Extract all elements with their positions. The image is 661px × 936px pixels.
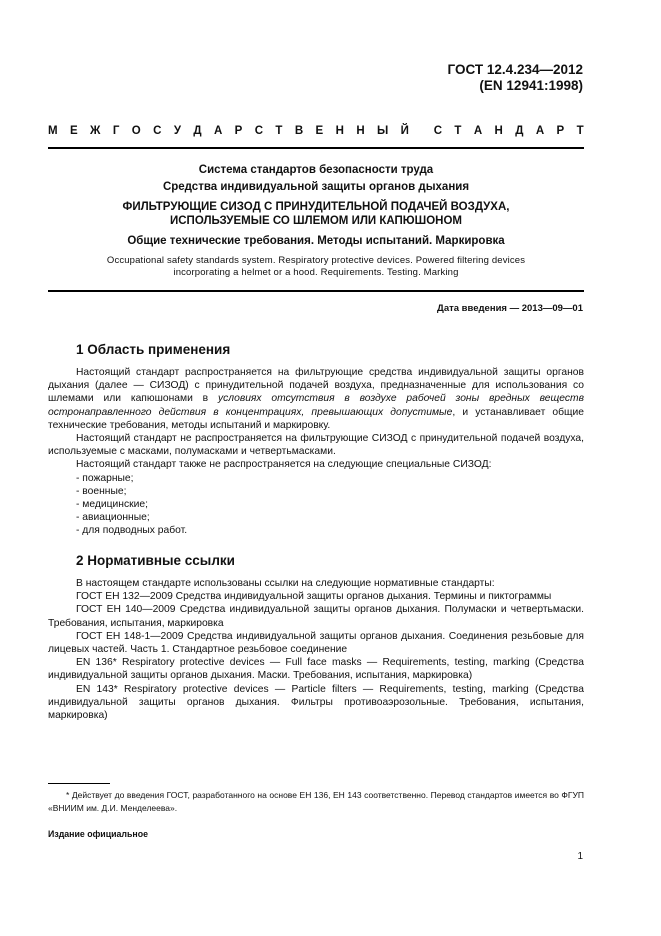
banner-letter: Д — [193, 125, 202, 137]
interstate-standard-banner — [48, 125, 584, 137]
banner-letter: Т — [576, 125, 584, 137]
banner-letter: А — [473, 125, 483, 137]
banner-letter: С — [433, 125, 443, 137]
banner-letter: С — [254, 125, 264, 137]
reference-item: ГОСТ ЕН 132—2009 Средства индивидуальной защиты органов дыхания. Термины и пиктограммы — [76, 591, 552, 603]
banner-letter: Р — [556, 125, 565, 137]
edition-label: Издание официальное — [48, 829, 148, 839]
banner-letter: В — [294, 125, 304, 137]
banner-letter: Г — [112, 125, 120, 137]
banner-letter: М — [48, 125, 58, 137]
reference-item: ГОСТ ЕН 148-1—2009 Средства индивидуальной защиты органов дыхания. Соединения резьбовые для лицевых частей. Часть 1. Стандартное резьбовое соединение — [48, 630, 584, 656]
special-exclusion-paragraph: Настоящий стандарт также не распространяется на следующие специальные СИЗОД: — [76, 459, 492, 471]
banner-letter: О — [131, 125, 141, 137]
banner-letter: Т — [275, 125, 283, 137]
banner-letter: Н — [335, 125, 344, 137]
main-title — [48, 200, 584, 228]
subtitle: Общие технические требования. Методы испытаний. Маркировка — [127, 235, 505, 247]
references-intro: В настоящем стандарте использованы ссылки на следующие нормативные стандарты: — [76, 578, 495, 589]
list-item: - медицинские; — [76, 499, 148, 511]
english-title-line2: incorporating a helmet or a hood. Requirements. Testing. Marking — [173, 267, 459, 278]
section-1-heading: 1 Область применения — [76, 342, 231, 357]
scope-paragraph — [48, 366, 584, 432]
english-title — [48, 255, 584, 279]
standard-designation — [448, 62, 583, 94]
banner-letter: У — [173, 125, 181, 137]
section-2-body — [48, 577, 584, 722]
list-item: - военные; — [76, 485, 127, 497]
reference-item: EN 136* Respiratory protective devices — Full face masks — Requirements, testing, marking (Средства индивидуальной защиты органов дыхания. Маски. Требования, испытания, маркировка) — [48, 657, 584, 682]
banner-letter: Д — [515, 125, 524, 137]
banner-letter: Й — [400, 125, 409, 137]
title-series: Система стандартов безопасности труда — [198, 164, 434, 176]
section-2-heading: 2 Нормативные ссылки — [76, 553, 235, 568]
banner-letter: Ж — [90, 125, 101, 137]
title-block — [48, 162, 584, 196]
banner-letter: Е — [69, 125, 78, 137]
top-rule — [48, 147, 584, 149]
title-rule — [48, 290, 584, 292]
exclusion-paragraph: Настоящий стандарт не распространяется на фильтрующие СИЗОД с принудительной подачей воздуха, используемые с масками, полумасками и четвертьмасками. — [48, 433, 584, 458]
reference-item: ГОСТ ЕН 140—2009 Средства индивидуальной защиты органов дыхания. Полумаски и четвертьмаски. Требования, испытания, маркировка — [48, 604, 584, 629]
banner-letter: Н — [356, 125, 365, 137]
footnote-text: * Действует до введения ГОСТ, разработанного на основе ЕН 136, ЕН 143 соответственно. Перевод стандартов имеется во ФГУП «ВНИИМ им. Д.И. Менделеева». — [48, 790, 584, 813]
main-title-line2: ИСПОЛЬЗУЕМЫЕ СО ШЛЕМОМ ИЛИ КАПЮШОНОМ — [169, 215, 462, 227]
banner-letter: Н — [494, 125, 503, 137]
page-number: 1 — [577, 851, 583, 862]
scope-text-end: , и устанавливает общие технические требования, методы испытаний и маркировку. — [48, 406, 584, 431]
list-item: - пожарные; — [76, 472, 134, 484]
scope-conditions: условиях отсутствия в воздухе рабочей зоны вредных веществ остронаправленного действия в концентрациях, превышающих допустимые — [48, 393, 584, 418]
standard-equivalent: (EN 12941:1998) — [479, 78, 583, 93]
banner-letter: Е — [315, 125, 324, 137]
banner-letter: А — [213, 125, 223, 137]
main-title-line1: ФИЛЬТРУЮЩИЕ СИЗОД С ПРИНУДИТЕЛЬНОЙ ПОДАЧЕЙ ВОЗДУХА, — [122, 201, 510, 213]
reference-item: EN 143* Respiratory protective devices — Particle filters — Requirements, testing, marking (Средства индивидуальной защиты органов дыхания. Фильтры противоаэрозольные. Требования, испытания, маркировка) — [48, 683, 584, 722]
english-title-line1: Occupational safety standards system. Respiratory protective devices. Powered filtering devices — [106, 255, 526, 266]
list-item: - для подводных работ. — [76, 525, 188, 537]
list-item: - авиационные; — [76, 512, 150, 524]
title-group: Средства индивидуальной защиты органов дыхания — [162, 181, 470, 193]
scope-text: Настоящий стандарт распространяется на фильтрующие средства индивидуальной защиты органов дыхания (далее — СИЗОД) с принудительной подачей воздуха, предназначенные для использования со шлемами или капюшонами в — [48, 367, 584, 405]
banner-letter: С — [153, 125, 162, 137]
banner-letter: А — [535, 125, 545, 137]
section-1-body — [48, 366, 584, 538]
banner-letter: Р — [234, 125, 243, 137]
banner-letter: Ы — [377, 125, 389, 137]
footnote — [48, 789, 584, 814]
footnote-separator — [48, 783, 110, 784]
banner-letter: Т — [454, 125, 462, 137]
introduction-date: Дата введения — 2013—09—01 — [437, 303, 583, 314]
standard-number: ГОСТ 12.4.234—2012 — [447, 62, 583, 77]
